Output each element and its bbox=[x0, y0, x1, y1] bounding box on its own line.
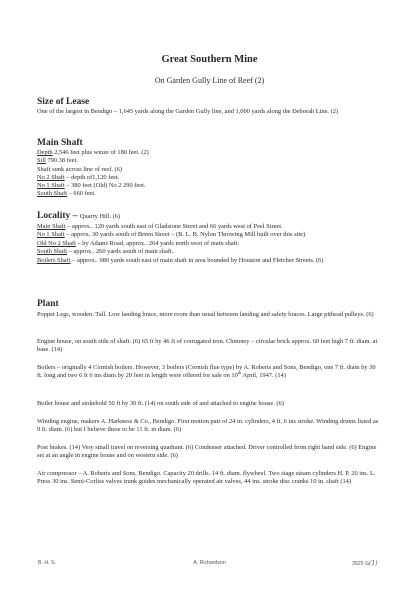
locality-no1-shaft bbox=[37, 231, 382, 239]
plant-paragraph-poppet: Poppet Legs, wooden. Tall. Low landing brace, more room than usual between landing and safety braces. Large pithead pulleys. (6) bbox=[37, 311, 374, 318]
lease-heading: Size of Lease bbox=[37, 97, 90, 107]
lease-section bbox=[37, 96, 382, 116]
item-text: – approx.. 120 yards south east of Gladstone Street and 66 yards west of Peel Street. bbox=[65, 223, 283, 230]
footer-left: B. H. S. bbox=[38, 560, 56, 566]
item-text: – approx. 30 yards south of Breen Street – (B. L. B. Nylon Throwing Mill built over this site). bbox=[64, 231, 307, 239]
item-label: No 2 Shaft bbox=[37, 173, 65, 181]
item-label: Sill bbox=[37, 157, 46, 165]
main-shaft-depth bbox=[37, 149, 382, 157]
item-text: – by Adams Road, approx.. 264 yards north west of main shaft. bbox=[75, 239, 240, 247]
main-shaft-sill bbox=[37, 157, 382, 165]
item-text: Shaft sunk across line of reef. (6) bbox=[37, 165, 123, 173]
boilers-text-sup: th bbox=[237, 370, 242, 376]
item-text: 2,546 feet plus winze of 180 feet. (2) bbox=[52, 149, 149, 156]
item-text: – 380 feet (Old) No 2 290 feet. bbox=[64, 182, 146, 190]
locality-main-shaft bbox=[37, 223, 382, 231]
main-shaft-section bbox=[37, 137, 382, 199]
boilers-text-a: Boilers – originally 4 Cornish boilers. However, 3 boilers (Cornish flue type) by A. Roberts and Sons, Bendigo, one 7 ft. diam by 30 ft. long and two 6 ft 6 ins diam by 20 feet in length were offered for sale on 10 bbox=[37, 364, 376, 380]
item-label: No 1 Shaft bbox=[37, 231, 65, 239]
plant-paragraph-air-compressor: Air compressor – A. Roberts and Sons, Bendigo. Capacity 20 drills. 14 ft. diam. flywheel. Two stage steam cylinders H. P. 20 ins. L. Press 30 ins. Semi-Corliss valves trunk guides mechanically operated air valves, 44 ins. stroke disc cranks 10 in. shaft (14) bbox=[37, 470, 376, 486]
item-label: Boilers Shaft bbox=[37, 256, 71, 264]
handwritten-page-number: (1) bbox=[369, 560, 378, 567]
plant-heading: Plant bbox=[37, 299, 59, 309]
page-subtitle: On Garden Gully Line of Reef (2) bbox=[154, 76, 265, 85]
plant-paragraph-engine-house: Engine house, on south side of shaft. (6) 65 ft by 46 ft of corrugated iron. Chimney – circular brick approx. 60 feet high 7 ft. diam. at base. (14) bbox=[37, 338, 378, 354]
main-shaft-heading: Main Shaft bbox=[37, 138, 83, 148]
locality-south-shaft bbox=[37, 248, 382, 256]
footer-center: A. Richardson bbox=[193, 560, 226, 566]
lease-text: One of the largest in Bendigo – 1,645 yards along the Garden Gully line, and 1,000 yards along the Deborah Line. (2) bbox=[37, 108, 339, 115]
item-label: No 1 Shaft bbox=[37, 182, 65, 190]
item-label: Depth bbox=[37, 149, 53, 156]
plant-paragraph-post-brakes: Post brakes. (14) Very small travel on reversing quadrant. (6) Condenser attached. Driver controlled from right hand side. (6) Engine set at an angle in engine house and on western side. (6) bbox=[37, 444, 377, 460]
plant-paragraph-boiler-house: Boiler house and stokehold 50 ft by 30 ft. (14) on south side of and attached to engine house. (6) bbox=[37, 400, 284, 407]
page-title: Great Southern Mine bbox=[161, 54, 258, 65]
item-text: – approx.. 260 yards south of main shaft. bbox=[67, 248, 174, 256]
item-label: South Shaft bbox=[37, 248, 68, 256]
locality-section bbox=[37, 210, 382, 265]
plant-paragraph-boilers bbox=[37, 364, 382, 381]
main-shaft-note bbox=[37, 166, 382, 174]
footer-ref: 3525 G bbox=[352, 561, 370, 567]
item-text: – approx.. 980 yards south east of main shaft in area bounded by Houston and Fletcher Streets. (6) bbox=[70, 256, 324, 264]
locality-heading bbox=[37, 210, 382, 223]
plant-paragraph-winding-engine: Winding engine, makers A. Harkness & Co., Bendigo. First motion pair of 24 in. cylinders, 4 ft. 6 ins stroke. Winding drums listed as 9 ft. diam. (6) but I believe these to be 11 ft. in diam. (6) bbox=[37, 418, 379, 434]
locality-old-no2-shaft bbox=[37, 240, 382, 248]
boilers-text-b: April, 1947. (14) bbox=[241, 372, 286, 380]
locality-note: Quarry Hill. (6) bbox=[79, 213, 121, 220]
locality-heading-label: Locality – bbox=[37, 211, 80, 221]
main-shaft-no2 bbox=[37, 174, 382, 182]
item-text: – 660 feet. bbox=[67, 190, 96, 198]
item-label: Old No 2 Shaft bbox=[37, 239, 76, 247]
main-shaft-south bbox=[37, 190, 382, 198]
footer-right bbox=[352, 560, 378, 567]
main-shaft-no1 bbox=[37, 182, 382, 190]
plant-section bbox=[37, 298, 382, 310]
item-text: – depth of1,120 feet. bbox=[64, 173, 120, 181]
item-label: Main Shaft bbox=[37, 223, 66, 230]
item-text: 790.38 feet. bbox=[45, 157, 78, 165]
locality-boilers-shaft bbox=[37, 257, 382, 265]
item-label: South Shaft bbox=[37, 190, 68, 198]
